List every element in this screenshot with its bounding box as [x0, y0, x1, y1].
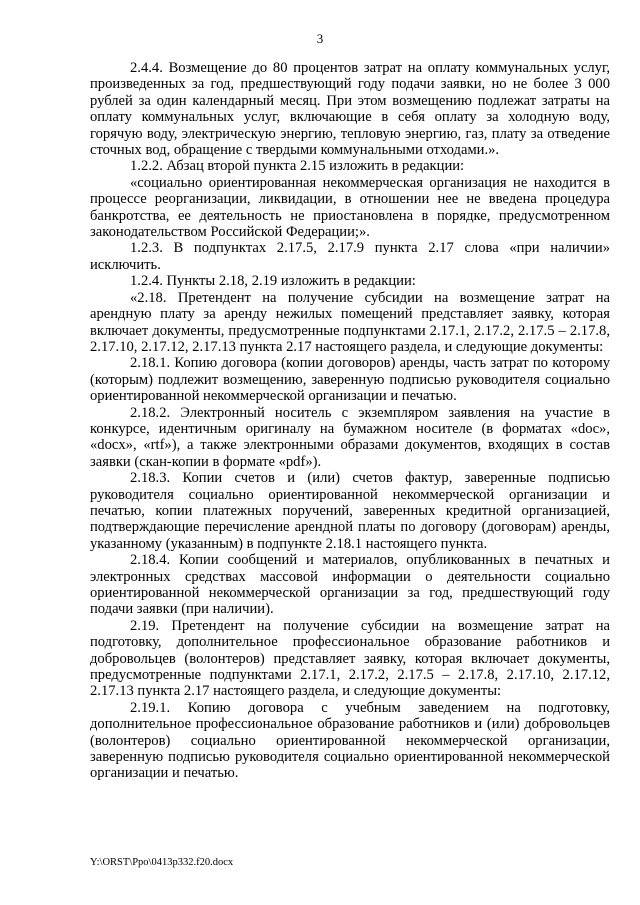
paragraph-2-18: «2.18. Претендент на получение субсидии на возмещение затрат на арендную плату за аренду нежилых помещений представляет заявку, которая включает документы, предусмотренные подпунктами 2.17.1, 2.17.2, 2.17.5 – 2.17.8, 2.17.10, 2.17.12, 2.17.13 пункта 2.17 настоящего раздела, и следующие документы:: [90, 289, 610, 355]
paragraph-2-18-3: 2.18.3. Копии счетов и (или) счетов фактур, заверенные подписью руководителя социально ориентированной некоммерческой организации и печатью, копии платежных поручений, заверенных кредитной организацией, подтверждающие перечисление арендной платы по договору (договорам) аренды, указанному (указанным) в подпункте 2.18.1 настоящего пункта.: [90, 470, 610, 552]
paragraph-2-18-1: 2.18.1. Копию договора (копии договоров) аренды, часть затрат по которому (которым) подлежит возмещению, заверенную подписью руководителя социально ориентированной некоммерческой организации и печатью.: [90, 355, 610, 405]
paragraph-1-2-3: 1.2.3. В подпунктах 2.17.5, 2.17.9 пункта 2.17 слова «при наличии» исключить.: [90, 240, 610, 273]
paragraph-2-18-2: 2.18.2. Электронный носитель с экземпляром заявления на участие в конкурсе, идентичным оригиналу на бумажном носителе (в форматах «doc», «docx», «rtf»), а также электронными образами документов, входящих в состав заявки (скан-копии в формате «pdf»).: [90, 404, 610, 470]
paragraph-1-2-4: 1.2.4. Пункты 2.18, 2.19 изложить в редакции:: [130, 273, 416, 290]
paragraph-2-4-4: 2.4.4. Возмещение до 80 процентов затрат на оплату коммунальных услуг, произведенных за год, предшествующий году подачи заявки, но не более 3 000 рублей за один календарный месяц. При этом возмещению подлежат затраты на оплату коммунальных услуг, включающие в себя оплату за холодную воду, горячую воду, электрическую энергию, тепловую энергию, газ, плату за отведение сточных вод, обращение с твердыми коммунальными отходами.».: [90, 60, 610, 159]
footer-file-path: Y:\ORST\Ppo\0413p332.f20.docx: [90, 857, 234, 868]
paragraph-2-19: 2.19. Претендент на получение субсидии на возмещение затрат на подготовку, дополнительное профессиональное образование работников и добровольцев (волонтеров) представляет заявку, которая включает документы, предусмотренные подпунктами 2.17.1, 2.17.2, 2.17.5 – 2.17.8, 2.17.10, 2.17.12, 2.17.13 пункта 2.17 настоящего раздела, и следующие документы:: [90, 617, 610, 700]
paragraph-2-18-4: 2.18.4. Копии сообщений и материалов, опубликованных в печатных и электронных средствах массовой информации о деятельности социально ориентированной некоммерческой организации за год, предшествующий году подачи заявки (при наличии).: [90, 552, 610, 618]
document-body: [90, 60, 610, 782]
paragraph-1-2-2: 1.2.2. Абзац второй пункта 2.15 изложить в редакции:: [130, 158, 465, 175]
paragraph-2-15-text: «социально ориентированная некоммерческая организация не находится в процессе реорганизации, ликвидации, в отношении нее не введена процедура банкротства, ее деятельность не приостановлена в порядке, предусмотренном законодательством Российской Федерации;».: [90, 174, 610, 241]
paragraph-2-19-1: 2.19.1. Копию договора с учебным заведением на подготовку, дополнительное профессиональное образование работников и (или) добровольцев (волонтеров) социально ориентированной некоммерческой организации, заверенную подписью руководителя социально ориентированной некоммерческой организации и печатью.: [90, 699, 610, 782]
page-number: 3: [316, 31, 324, 46]
